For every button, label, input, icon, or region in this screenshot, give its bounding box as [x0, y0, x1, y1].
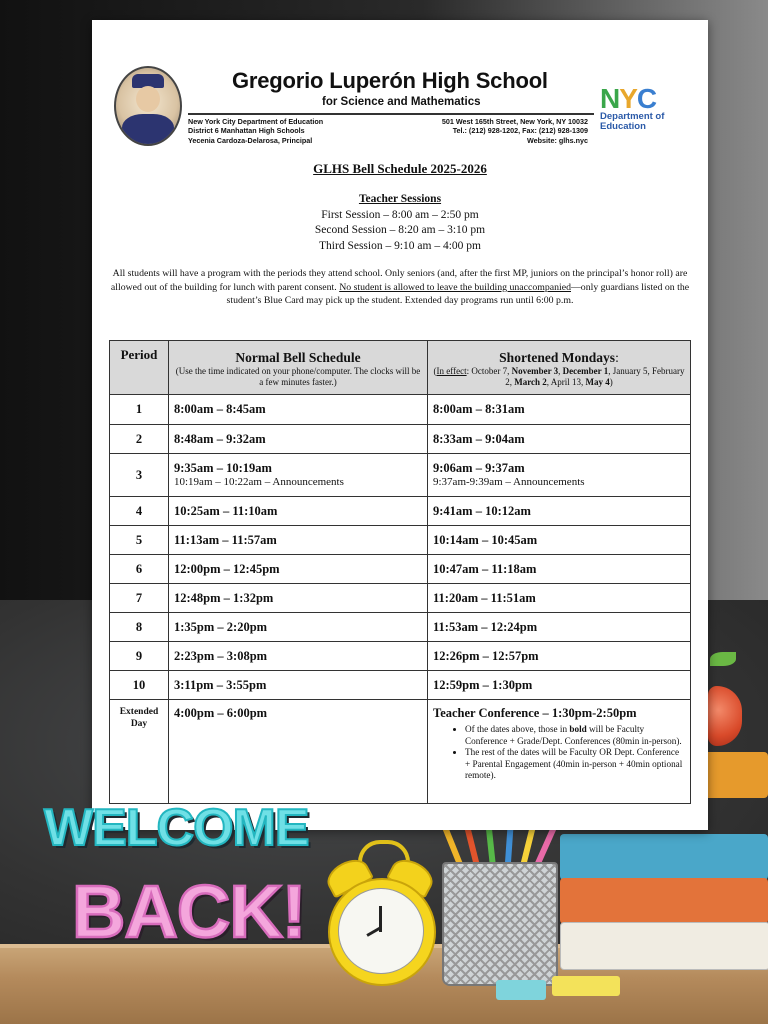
book-4	[560, 922, 768, 970]
eraser-yellow	[552, 976, 620, 996]
period-number: 7	[110, 584, 169, 613]
normal-title: Normal Bell Schedule	[235, 349, 361, 365]
header-left-line: New York City Department of Education	[188, 117, 324, 126]
normal-time	[169, 425, 428, 454]
alarm-clock-image	[328, 860, 432, 976]
column-header-shortened	[428, 341, 691, 395]
header-left-line: Yecenia Cardoza-Delarosa, Principal	[188, 135, 313, 145]
header-right-info	[442, 117, 588, 145]
teacher-sessions-title: Teacher Sessions	[358, 193, 442, 205]
normal-time	[169, 454, 428, 497]
shortened-title	[432, 350, 686, 366]
pencil-cup	[442, 862, 558, 986]
normal-time	[169, 584, 428, 613]
extended-label-line: Extended	[119, 707, 159, 717]
shortened-title-text: Shortened Mondays	[499, 349, 616, 365]
table-row	[110, 555, 691, 584]
date-text: )	[609, 376, 613, 387]
note-bold: bold	[569, 724, 587, 734]
eraser-blue	[496, 980, 546, 1000]
teacher-sessions	[92, 192, 708, 254]
normal-time	[169, 555, 428, 584]
note-text: Of the dates above, those in	[465, 724, 570, 734]
teacher-conference-cell	[428, 700, 691, 804]
period-number: 2	[110, 425, 169, 454]
apple-leaf	[710, 652, 736, 666]
normal-time-text: 10:25am – 11:10am	[174, 503, 278, 518]
document-title: GLHS Bell Schedule 2025-2026	[313, 161, 487, 176]
conference-notes	[433, 724, 685, 782]
schedule-rows	[110, 395, 691, 700]
normal-time	[169, 395, 428, 425]
portrait-face	[136, 86, 160, 112]
shortened-time	[428, 395, 691, 425]
school-namesake-portrait	[114, 66, 182, 146]
table-row	[110, 613, 691, 642]
normal-time	[169, 526, 428, 555]
conference-note	[465, 724, 685, 747]
table-row	[110, 497, 691, 526]
normal-time-text: 3:11pm – 3:55pm	[174, 677, 267, 692]
table-row	[110, 671, 691, 700]
school-name: Gregorio Luperón High School	[232, 68, 548, 93]
shortened-time	[428, 642, 691, 671]
session-line: Third Session – 9:10 am – 4:00 pm	[319, 239, 481, 252]
table-row	[110, 526, 691, 555]
announcements-time: 10:19am – 10:22am – Announcements	[174, 476, 344, 488]
normal-time-text: 2:23pm – 3:08pm	[174, 648, 268, 663]
extended-label-line: Day	[130, 719, 148, 729]
policy-text: —only guardians listed on the student’s Blue Card may pick up the student. Extended day programs run until 6:00 p.m.	[226, 281, 690, 307]
shortened-time-text: 9:06am – 9:37am	[433, 461, 525, 475]
normal-time	[169, 497, 428, 526]
announcements-time: 9:37am-9:39am – Announcements	[433, 476, 585, 488]
doe-line1: Department of	[600, 111, 665, 122]
shortened-dates: (In effect: October 7, November 3, December 1, January 5, February 2, March 2, April 13, May 4)	[433, 365, 685, 387]
session-line: Second Session – 8:20 am – 3:10 pm	[314, 224, 486, 236]
date-bold: December 1	[562, 365, 609, 376]
shortened-time-text: 10:14am – 10:45am	[433, 532, 538, 547]
normal-time-text: 12:00pm – 12:45pm	[174, 561, 280, 576]
policy-paragraph	[110, 267, 690, 308]
shortened-time-text: 9:41am – 10:12am	[433, 503, 531, 518]
back-banner: BACK!	[72, 870, 306, 953]
period-number: 1	[110, 395, 169, 425]
session-line: First Session – 8:00 am – 2:50 pm	[321, 208, 479, 221]
doe-line2: Education	[600, 121, 646, 132]
table-row	[110, 642, 691, 671]
nyc-logo-text: NYC	[600, 83, 657, 114]
extended-day-label	[110, 700, 169, 804]
conference-note: • The rest of the dates will be Faculty OR Dept. Conference + Parental Engagement (40min in-person + 40min optional remote).	[465, 747, 685, 782]
shortened-colon: :	[615, 349, 619, 365]
normal-time	[169, 613, 428, 642]
shortened-time	[428, 497, 691, 526]
shortened-time	[428, 425, 691, 454]
shortened-time-text: 8:33am – 9:04am	[433, 431, 525, 446]
date-text: , April 13,	[546, 376, 586, 387]
period-number: 9	[110, 642, 169, 671]
period-number: 10	[110, 671, 169, 700]
period-number: 5	[110, 526, 169, 555]
period-number: 6	[110, 555, 169, 584]
table-row	[110, 454, 691, 497]
table-row	[110, 425, 691, 454]
shortened-time	[428, 526, 691, 555]
shortened-time-text: 12:26pm – 12:57pm	[433, 648, 539, 663]
school-subtitle: for Science and Mathematics	[322, 96, 481, 108]
shortened-time-text: 12:59pm – 1:30pm	[433, 677, 533, 692]
bell-schedule-table	[109, 340, 691, 804]
nyc-doe-logo	[600, 83, 665, 132]
shortened-time	[428, 671, 691, 700]
period-number: 4	[110, 497, 169, 526]
normal-time-text: 8:48am – 9:32am	[174, 431, 266, 446]
table-row	[110, 584, 691, 613]
table-row	[110, 395, 691, 425]
normal-time-text: 1:35pm – 2:20pm	[174, 619, 268, 634]
shortened-time	[428, 613, 691, 642]
policy-text: All students will have a program with the periods they attend school. Only seniors (and, after the first MP, juniors on the principal’s honor roll) are allowed out of the building for lunch with parent consent.	[110, 268, 688, 293]
shortened-time	[428, 454, 691, 497]
shortened-time-text: 11:53am – 12:24pm	[433, 619, 538, 634]
header-left-info	[188, 117, 323, 145]
shortened-time	[428, 555, 691, 584]
shortened-time	[428, 584, 691, 613]
normal-time-text: 9:35am – 10:19am	[174, 461, 272, 475]
header-left-line: District 6 Manhattan High Schools	[188, 126, 305, 136]
shortened-time-text: 11:20am – 11:51am	[433, 590, 536, 605]
book-3	[560, 878, 768, 924]
welcome-banner: WELCOME	[44, 799, 309, 857]
normal-time	[169, 671, 428, 700]
header-address: 501 West 165th Street, New York, NY 10032	[441, 117, 588, 126]
normal-note: (Use the time indicated on your phone/computer. The clocks will be a few minutes faster.)	[175, 365, 421, 387]
normal-time	[169, 642, 428, 671]
book-2	[560, 834, 768, 880]
header-website: Website: glhs.nyc	[527, 135, 588, 145]
extended-day-row	[110, 700, 691, 804]
note-text: will be Faculty Conference + Grade/Dept. Conferences (80min in-person).	[465, 724, 682, 746]
normal-time-text: 11:13am – 11:57am	[174, 532, 277, 547]
date-text: , January 5, February 2,	[505, 365, 685, 387]
header-rule	[188, 113, 594, 115]
normal-time-text: 8:00am – 8:45am	[174, 402, 266, 416]
book-1	[704, 752, 768, 798]
teacher-conference-time: Teacher Conference – 1:30pm-2:50pm	[433, 706, 637, 720]
in-effect-label: In effect	[436, 365, 467, 376]
date-bold: November 3	[511, 365, 559, 376]
table-header-row	[110, 341, 691, 395]
column-header-normal	[169, 341, 428, 395]
normal-time-text: 12:48pm – 1:32pm	[174, 590, 274, 605]
period-number: 8	[110, 613, 169, 642]
period-number: 3	[110, 454, 169, 497]
date-bold: March 2	[514, 376, 547, 387]
date-bold: May 4	[585, 376, 610, 387]
date-text: : October 7,	[466, 365, 512, 376]
shortened-time-text: 8:00am – 8:31am	[433, 402, 525, 416]
header-phone: Tel.: (212) 928-1202, Fax: (212) 928-1309	[452, 126, 588, 136]
shortened-time-text: 10:47am – 11:18am	[433, 561, 537, 576]
extended-normal-time: 4:00pm – 6:00pm	[169, 700, 428, 804]
portrait-coat	[122, 114, 174, 146]
policy-underlined: No student is allowed to leave the building unaccompanied	[339, 281, 571, 293]
bell-schedule-document	[92, 20, 708, 830]
column-header-period: Period	[110, 341, 169, 395]
date-text: ,	[558, 365, 563, 376]
